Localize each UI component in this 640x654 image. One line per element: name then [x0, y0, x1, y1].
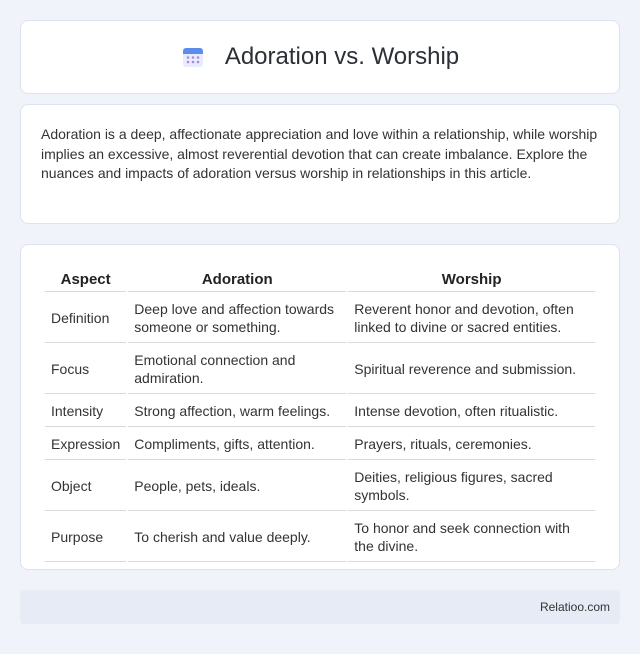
cell-worship: Spiritual reverence and submission.	[348, 345, 595, 394]
page-title: Adoration vs. Worship	[224, 43, 460, 70]
cell-adoration: Strong affection, warm feelings.	[128, 396, 346, 427]
table-row	[45, 513, 595, 562]
table-row	[45, 294, 595, 343]
cell-aspect: Object	[45, 462, 126, 511]
intro-card	[20, 104, 620, 224]
comparison-card	[20, 244, 620, 570]
cell-worship: To honor and seek connection with the divine.	[348, 513, 595, 562]
cell-worship: Prayers, rituals, ceremonies.	[348, 429, 595, 460]
table-row	[45, 396, 595, 427]
cell-aspect: Purpose	[45, 513, 126, 562]
cell-aspect: Intensity	[45, 396, 126, 427]
cell-worship: Reverent honor and devotion, often linked to divine or sacred entities.	[348, 294, 595, 343]
cell-aspect: Expression	[45, 429, 126, 460]
title-card	[20, 20, 620, 94]
cell-worship: Intense devotion, often ritualistic.	[348, 396, 595, 427]
intro-paragraph: Adoration is a deep, affectionate appreciation and love within a relationship, while worship implies an excessive, almost reverential devotion that can create imbalance. Explore the nuances and impacts of adoration versus worship in relationships in this article.	[41, 126, 598, 181]
cell-aspect: Focus	[45, 345, 126, 394]
title-wrap	[181, 43, 459, 71]
table-header-row	[45, 265, 595, 292]
cell-adoration: To cherish and value deeply.	[128, 513, 346, 562]
cell-adoration: Deep love and affection towards someone or something.	[128, 294, 346, 343]
column-header-aspect: Aspect	[45, 265, 126, 292]
footer-bar	[20, 590, 620, 624]
comparison-table	[43, 263, 597, 564]
table-row	[45, 345, 595, 394]
table-row	[45, 462, 595, 511]
cell-worship: Deities, religious figures, sacred symbols.	[348, 462, 595, 511]
table-row	[45, 429, 595, 460]
column-header-worship: Worship	[348, 265, 595, 292]
calendar-icon	[181, 45, 205, 69]
cell-adoration: People, pets, ideals.	[128, 462, 346, 511]
footer-site-link[interactable]: Relatioo.com	[539, 600, 610, 614]
cell-adoration: Emotional connection and admiration.	[128, 345, 346, 394]
cell-aspect: Definition	[45, 294, 126, 343]
column-header-adoration: Adoration	[128, 265, 346, 292]
cell-adoration: Compliments, gifts, attention.	[128, 429, 346, 460]
